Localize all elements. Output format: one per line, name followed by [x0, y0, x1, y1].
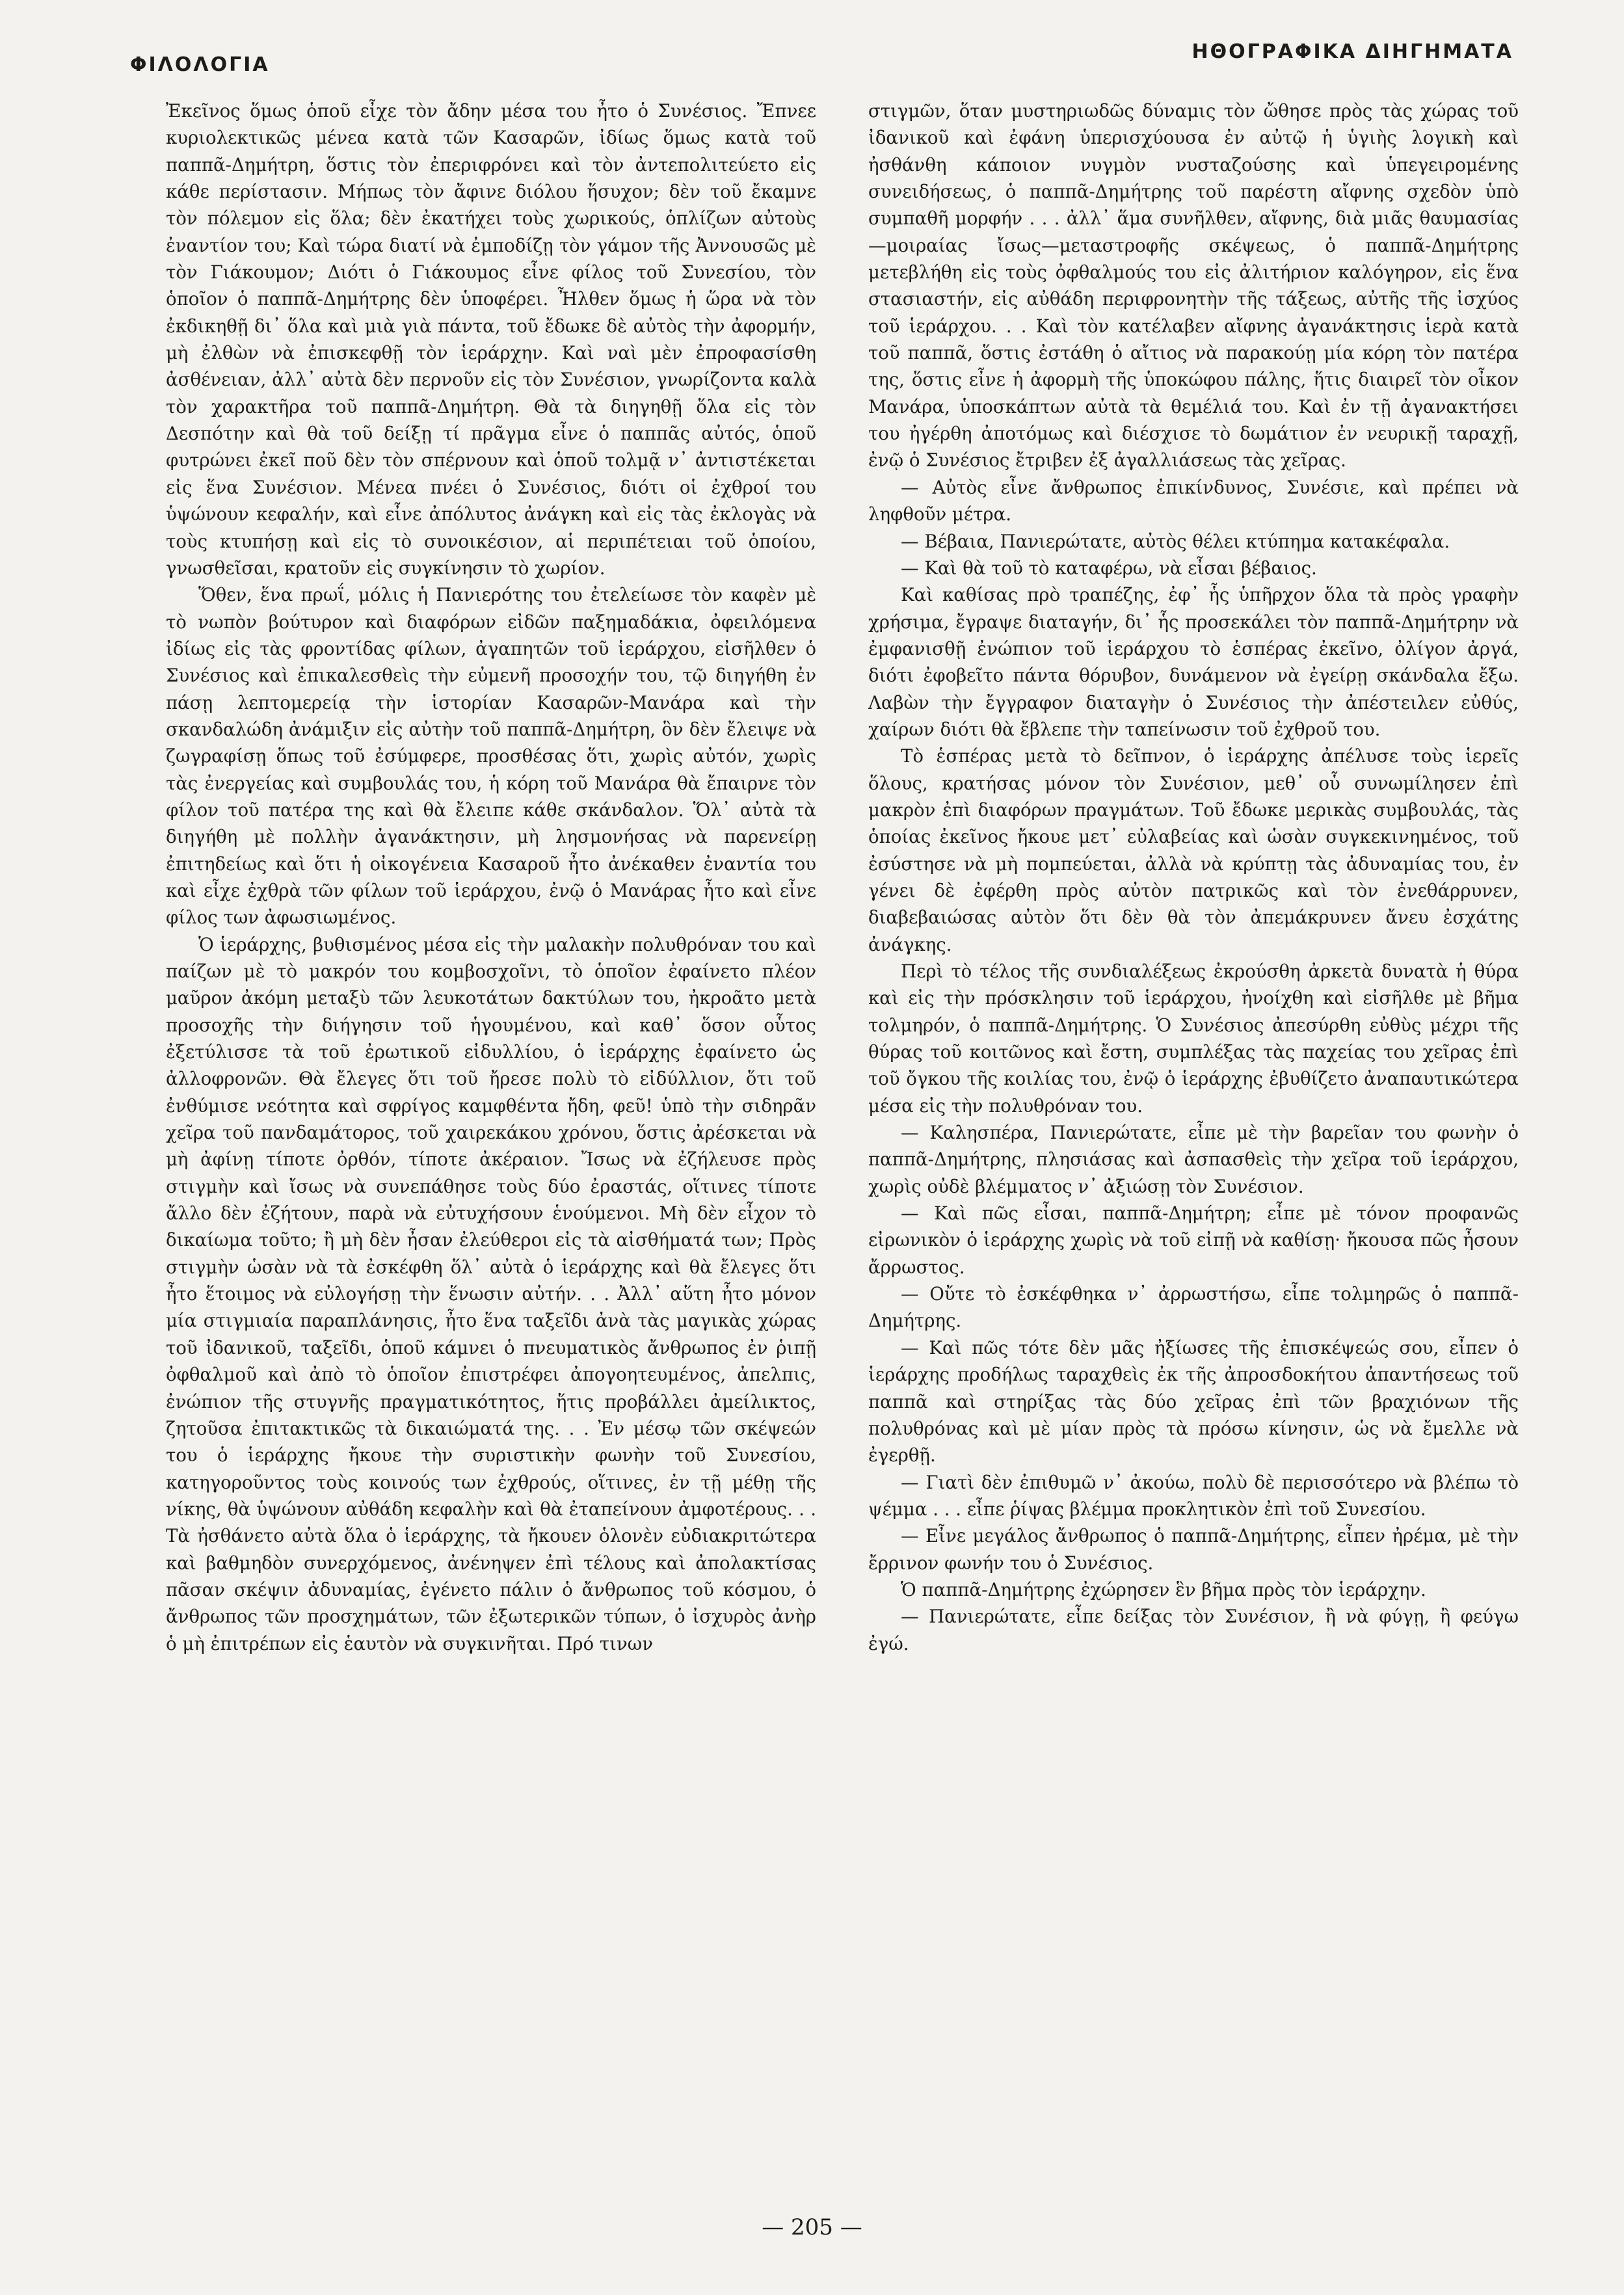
- paragraph: Περὶ τὸ τέλος τῆς συνδιαλέξεως ἐκρούσθη ἀρκετὰ δυνατὰ ἡ θύρα καὶ εἰς τὴν πρόσκλησιν τοῦ ἱεράρχου, ἠνοίχθη καὶ εἰσῆλθε μὲ βῆμα τολμηρόν, ὁ παππᾶ-Δημήτρης. Ὁ Συνέσιος ἀπεσύρθη εὐθὺς μέχρι τῆς θύρας τοῦ κοιτῶνος καὶ ἔστη, συμπλέξας τὰς παχείας του χεῖρας ἐπὶ τοῦ ὄγκου τῆς κοιλίας του, ἐνῷ ὁ ἱεράρχης ἐβυθίζετο ἀναπαυτικώτερα μέσα εἰς τὴν πολυθρόναν του.: [868, 961, 1519, 1117]
- left-text-column: [166, 98, 816, 2205]
- dialogue-line: — Καλησπέρα, Πανιερώτατε, εἶπε μὲ τὴν βαρεῖαν του φωνὴν ὁ παππᾶ-Δημήτρης, πλησιάσας καὶ ἀσπασθεὶς τὴν χεῖρα τοῦ ἱεράρχου, χωρὶς οὐδὲ βλέμματος ν᾽ ἀξιώσῃ τὸν Συνέσιον.: [868, 1122, 1519, 1197]
- dialogue-line: — Καὶ πῶς εἶσαι, παππᾶ-Δημήτρη; εἶπε μὲ τόνον προφανῶς εἰρωνικὸν ὁ ἱεράρχης χωρὶς νὰ τοῦ εἰπῇ νὰ καθίσῃ· ἤκουσα πῶς ἦσουν ἄρρωστος.: [868, 1202, 1519, 1278]
- paragraph: Τὸ ἑσπέρας μετὰ τὸ δεῖπνον, ὁ ἱεράρχης ἀπέλυσε τοὺς ἱερεῖς ὅλους, κρατήσας μόνον τὸν Συνέσιον, μεθ᾽ οὗ συνωμίλησεν ἐπὶ μακρὸν ἐπὶ διαφόρων πραγμάτων. Τοῦ ἔδωκε μερικὰς συμβουλάς, τὰς ὁποίας ἐκεῖνος ἤκουε μετ᾽ εὐλαβείας καὶ ὡσὰν συγκεκινημένος, τοῦ ἐσύστησε νὰ μὴ πομπεύεται, ἀλλὰ νὰ κρύπτῃ τὰς ἀδυναμίας του, ἐν γένει δὲ ἐφέρθη πρὸς αὐτὸν πατρικῶς καὶ τὸν ἐνεθάρρυνεν, διαβεβαιώσας αὐτὸν ὅτι δὲν θὰ τὸν ἀπεμάκρυνεν ἄνευ ἐσχάτης ἀνάγκης.: [868, 745, 1519, 955]
- dialogue-line: — Βέβαια, Πανιερώτατε, αὐτὸς θέλει κτύπημα κατακέφαλα.: [901, 530, 1450, 552]
- paragraph: Ἐκεῖνος ὅμως ὁποῦ εἶχε τὸν ἄδην μέσα του ἦτο ὁ Συνέσιος. Ἔπνεε κυριολεκτικῶς μένεα κατὰ τῶν Κασαρῶν, ἰδίως ὅμως κατὰ τοῦ παππᾶ-Δημήτρη, ὅστις τὸν ἐπεριφρόνει καὶ τὸν ἀντεπολιτεύετο εἰς κάθε περίστασιν. Μήπως τὸν ἄφινε διόλου ἥσυχον; δὲν τοῦ ἔκαμνε τὸν πόλεμον εἰς ὅλα; δὲν ἐκατήχει τοὺς χωρικούς, ὁπλίζων αὐτοὺς ἐναντίον του; Καὶ τώρα διατί νὰ ἐμποδίζῃ τὸν γάμον τῆς Ἀννουσῶς μὲ τὸν Γιάκουμον; Διότι ὁ Γιάκουμος εἶνε φίλος τοῦ Συνεσίου, τὸν ὁποῖον ὁ παππᾶ-Δημήτρης δὲν ὑποφέρει. Ἦλθεν ὅμως ἡ ὥρα νὰ τὸν ἐκδικηθῇ δι᾽ ὅλα καὶ μιὰ γιὰ πάντα, τοῦ ἔδωκε δὲ αὐτὸς τὴν ἀφορμήν, μὴ ἐλθὼν νὰ ἐπισκεφθῇ τὸν ἱεράρχην. Καὶ ναὶ μὲν ἐπροφασίσθη ἀσθένειαν, ἀλλ᾽ αὐτὰ δὲν περνοῦν εἰς τὸν Συνέσιον, γνωρίζοντα καλὰ τὸν χαρακτῆρα τοῦ παππᾶ-Δημήτρη. Θὰ τὰ διηγηθῇ ὅλα εἰς τὸν Δεσπότην καὶ θὰ τοῦ δείξῃ τί πρᾶγμα εἶνε ὁ παππᾶς αὐτός, ὁποῦ φυτρώνει ἐκεῖ ποῦ δὲν τὸν σπέρνουν καὶ ὁποῦ τολμᾷ ν᾽ ἀντιστέκεται εἰς ἕνα Συνέσιον. Μένεα πνέει ὁ Συνέσιος, διότι οἱ ἐχθροί του ὑψώνουν κεφαλήν, καὶ εἶνε ἀπόλυτος ἀνάγκη καὶ εἰς τὰς ἐκλογὰς νὰ τοὺς κτυπήσῃ καὶ εἰς τὸ συνοικέσιον, αἱ περιπέτειαι τοῦ ὁποίου, γνωσθεῖσαι, κρατοῦν εἰς συγκίνησιν τὸ χωρίον.: [166, 100, 816, 579]
- dialogue-line: — Καὶ πῶς τότε δὲν μᾶς ἠξίωσες τῆς ἐπισκέψεώς σου, εἶπεν ὁ ἱεράρχης προδήλως ταραχθεὶς ἐκ τῆς ἀπροσδοκήτου ἀπαντήσεως τοῦ παππᾶ καὶ στηρίξας τὰς δύο χεῖρας ἐπὶ τῶν βραχιόνων τῆς πολυθρόνας καὶ μὲ μίαν πρὸς τὰ πρόσω κίνησιν, ὡς νὰ ἔμελλε νὰ ἐγερθῇ.: [868, 1336, 1519, 1466]
- running-header-left: ΦΙΛΟΛΟΓΙΑ: [130, 53, 270, 76]
- running-header-right: ΗΘΟΓΡΑΦΙΚΑ ΔΙΗΓΗΜΑΤΑ: [1191, 40, 1513, 63]
- paragraph: Καὶ καθίσας πρὸ τραπέζης, ἐφ᾽ ἧς ὑπῆρχον ὅλα τὰ πρὸς γραφὴν χρήσιμα, ἔγραψε διαταγήν, δι᾽ ἧς προσεκάλει τὸν παππᾶ-Δημήτρην νὰ ἐμφανισθῇ ἐνώπιον τοῦ ἱεράρχου τὸ ἑσπέρας ἐκεῖνο, ὀλίγον ἀργά, διότι ἐφοβεῖτο πάντα θόρυβον, δυνάμενον νὰ ἐγείρῃ σκάνδαλα ἔξω. Λαβὼν τὴν ἔγγραφον διαταγὴν ὁ Συνέσιος τὴν ἀπέστειλεν εὐθύς, χαίρων διότι θὰ ἔβλεπε τὴν ταπείνωσιν τοῦ ἐχθροῦ του.: [868, 584, 1519, 740]
- paragraph: Ὁ παππᾶ-Δημήτρης ἐχώρησεν ἓν βῆμα πρὸς τὸν ἱεράρχην.: [901, 1578, 1426, 1600]
- dialogue-line: — Αὐτὸς εἶνε ἄνθρωπος ἐπικίνδυνος, Συνέσιε, καὶ πρέπει νὰ ληφθοῦν μέτρα.: [868, 476, 1519, 525]
- page-number: — 205 —: [762, 2214, 862, 2240]
- dialogue-line: — Γιατὶ δὲν ἐπιθυμῶ ν᾽ ἀκούω, πολὺ δὲ περισσότερο νὰ βλέπω τὸ ψέμμα . . . εἶπε ῥίψας βλέμμα προκλητικὸν ἐπὶ τοῦ Συνεσίου.: [868, 1471, 1519, 1520]
- paragraph: στιγμῶν, ὅταν μυστηριωδῶς δύναμις τὸν ὤθησε πρὸς τὰς χώρας τοῦ ἰδανικοῦ καὶ ἐφάνη ὑπερισχύουσα ἐν αὐτῷ ἡ ὑγιὴς λογικὴ καὶ ἠσθάνθη κάποιον νυγμὸν νυσταζούσης καὶ ὑπεγειρομένης συνειδήσεως, ὁ παππᾶ-Δημήτρης τοῦ παρέστη αἴφνης σχεδὸν ὑπὸ συμπαθῆ μορφήν . . . ἀλλ᾽ ἅμα συνῆλθεν, αἴφνης, διὰ μιᾶς θαυμασίας—μοιραίας ἴσως—μεταστροφῆς σκέψεως, ὁ παππᾶ-Δημήτρης μετεβλήθη εἰς τοὺς ὀφθαλμούς του εἰς ἀλιτήριον καλόγηρον, εἰς ἕνα στασιαστήν, εἰς αὐθάδη περιφρονητὴν τῆς τάξεως, αὐτῆς τῆς ἰσχύος τοῦ ἱεράρχου. . . Καὶ τὸν κατέλαβεν αἴφνης ἀγανάκτησις ἱερὰ κατὰ τοῦ παππᾶ, ὅστις ἐστάθη ὁ αἴτιος νὰ παρακούῃ μία κόρη τὸν πατέρα της, ὅστις εἶνε ἡ ἀφορμὴ τῆς ὑποκώφου πάλης, ἥτις διαιρεῖ τὸν οἶκον Μανάρα, ὑποσκάπτων αὐτὰ τὰ θεμέλιά του. Καὶ ἐν τῇ ἀγανακτήσει του ἠγέρθη ἀποτόμως καὶ διέσχισε τὸ δωμάτιον ἐν νευρικῇ ταραχῇ, ἐνῷ ὁ Συνέσιος ἔτριβεν ἐξ ἀγαλλιάσεως τὰς χεῖρας.: [868, 100, 1519, 471]
- dialogue-line: — Εἶνε μεγάλος ἄνθρωπος ὁ παππᾶ-Δημήτρης, εἶπεν ἠρέμα, μὲ τὴν ἔρρινον φωνήν του ὁ Συνέσιος.: [868, 1525, 1519, 1574]
- dialogue-line: — Καὶ θὰ τοῦ τὸ καταφέρω, νὰ εἶσαι βέβαιος.: [901, 557, 1317, 579]
- right-text-column: [868, 98, 1519, 2205]
- paragraph: Ὅθεν, ἕνα πρωΐ, μόλις ἡ Πανιερότης του ἐτελείωσε τὸν καφὲν μὲ τὸ νωπὸν βούτυρον καὶ διαφόρων εἰδῶν παξημαδάκια, ὀφειλόμενα ἰδίως εἰς τὰς φροντίδας φίλων, ἀγαπητῶν τοῦ ἱεράρχου, εἰσῆλθεν ὁ Συνέσιος καὶ ἐπικαλεσθεὶς τὴν εὐμενῆ προσοχήν του, τῷ διηγήθη ἐν πάσῃ λεπτομερείᾳ τὴν ἱστορίαν Κασαρῶν-Μανάρα καὶ τὴν σκανδαλώδη ἀνάμιξιν εἰς αὐτὴν τοῦ παππᾶ-Δημήτρη, ὃν δὲν ἔλειψε νὰ ζωγραφίσῃ ὅπως τοῦ ἐσύμφερε, προσθέσας ὅτι, χωρὶς αὐτόν, χωρὶς τὰς ἐνεργείας καὶ συμβουλάς του, ἡ κόρη τοῦ Μανάρα θὰ ἔπαιρνε τὸν φίλον τοῦ πατέρα της καὶ θὰ ἔλειπε κάθε σκάνδαλον. Ὅλ᾽ αὐτὰ τὰ διηγήθη μὲ πολλὴν ἀγανάκτησιν, μὴ λησμονήσας νὰ παρενείρῃ ἐπιτηδείως καὶ ὅτι ἡ οἰκογένεια Κασαροῦ ἦτο ἀνέκαθεν ἐναντία του καὶ εἶχε ἐχθρὰ τῶν φίλων τοῦ ἱεράρχου, ἐνῷ ὁ Μανάρας ἦτο καὶ εἶνε φίλος των ἀφωσιωμένος.: [166, 584, 816, 929]
- dialogue-line: — Οὔτε τὸ ἐσκέφθηκα ν᾽ ἀρρωστήσω, εἶπε τολμηρῶς ὁ παππᾶ-Δημήτρης.: [868, 1283, 1519, 1332]
- dialogue-line: — Πανιερώτατε, εἶπε δείξας τὸν Συνέσιον, ἢ νὰ φύγῃ, ἢ φεύγω ἐγώ.: [868, 1606, 1519, 1654]
- paragraph: Ὁ ἱεράρχης, βυθισμένος μέσα εἰς τὴν μαλακὴν πολυθρόναν του καὶ παίζων μὲ τὸ μακρόν του κομβοσχοῖνι, τὸ ὁποῖον ἐφαίνετο πλέον μαῦρον ἀκόμη μεταξὺ τῶν λευκοτάτων δακτύλων του, ἠκροᾶτο μετὰ προσοχῆς τὴν διήγησιν τοῦ ἡγουμένου, καὶ καθ᾽ ὅσον οὗτος ἐξετύλισσε τὰ τοῦ ἐρωτικοῦ εἰδυλλίου, ὁ ἱεράρχης ἐφαίνετο ὡς ἀλλοφρονῶν. Θὰ ἔλεγες ὅτι τοῦ ἤρεσε πολὺ τὸ εἰδύλλιον, ὅτι τοῦ ἐνθύμισε νεότητα καὶ σφρίγος καμφθέντα ἤδη, φεῦ! ὑπὸ τὴν σιδηρᾶν χεῖρα τοῦ πανδαμάτορος, τοῦ χαιρεκάκου χρόνου, ὅστις ἀρέσκεται νὰ μὴ ἀφίνῃ τίποτε ὀρθόν, τίποτε ἀκέραιον. Ἴσως νὰ ἐζήλευσε πρὸς στιγμὴν καὶ ἴσως νὰ συνεπάθησε τοὺς δύο ἐραστάς, οἵτινες τίποτε ἄλλο δὲν ἐζήτουν, παρὰ νὰ εὐτυχήσουν ἑνούμενοι. Μὴ δὲν εἶχον τὸ δικαίωμα τοῦτο; ἢ μὴ δὲν ἦσαν ἐλεύθεροι εἰς τὰ αἰσθήματά των; Πρὸς στιγμὴν ὡσὰν νὰ τὰ ἐσκέφθη ὅλ᾽ αὐτὰ ὁ ἱεράρχης καὶ θὰ ἔλεγες ὅτι ἦτο ἕτοιμος νὰ εὐλογήσῃ τὴν ἕνωσιν αὐτήν. . . Ἀλλ᾽ αὕτη ἦτο μόνον μία στιγμιαία παραπλάνησις, ἦτο ἕνα ταξεῖδι ἀνὰ τὰς μαγικὰς χώρας τοῦ ἰδανικοῦ, ταξεῖδι, ὁποῦ κάμνει ὁ πνευματικὸς ἄνθρωπος ἐν ῥιπῇ ὀφθαλμοῦ καὶ ἀπὸ τὸ ὁποῖον ἐπιστρέφει ἀπογοητευμένος, ἀπελπις, ἐνώπιον τῆς στυγνῆς πραγματικότητος, ἥτις προβάλλει ἀμείλικτος, ζητοῦσα ἐπιτακτικῶς τὰ δικαιώματά της. . . Ἐν μέσῳ τῶν σκέψεών του ὁ ἱεράρχης ἤκουε τὴν συριστικὴν φωνὴν τοῦ Συνεσίου, κατηγοροῦντος τοὺς κοινούς των ἐχθρούς, οἵτινες, ἐν τῇ μέθῃ τῆς νίκης, θὰ ὑψώνουν αὐθάδη κεφαλὴν καὶ θὰ ἐταπείνουν ἀμφοτέρους. . . Τὰ ἠσθάνετο αὐτὰ ὅλα ὁ ἱεράρχης, τὰ ἤκουεν ὁλονὲν εὐδιακριτώτερα καὶ βαθμηδὸν συνερχόμενος, ἀνένηψεν ἐπὶ τέλους καὶ ἀπολακτίσας πᾶσαν σκέψιν ἀδυναμίας, ἐγένετο πάλιν ὁ ἄνθρωπος τοῦ κόσμου, ὁ ἄνθρωπος τῶν προσχημάτων, τῶν ἐξωτερικῶν τύπων, ὁ ἰσχυρὸς ἀνὴρ ὁ μὴ ἐπιτρέπων εἰς ἑαυτὸν νὰ συγκινῆται. Πρό τινων: [166, 933, 816, 1654]
